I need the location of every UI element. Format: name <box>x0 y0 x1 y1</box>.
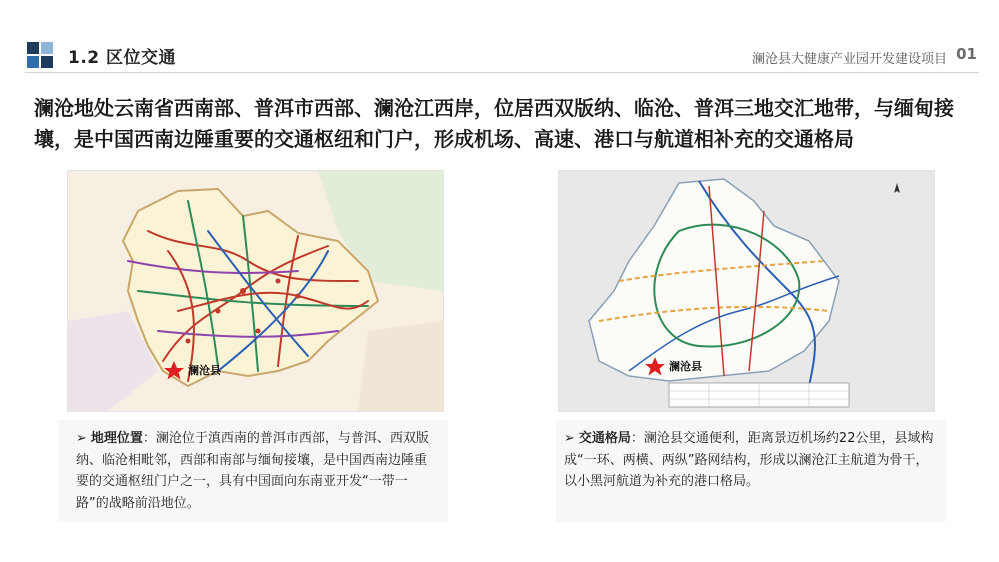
header-logo <box>27 42 54 69</box>
traffic-pattern-text: ：澜沧县交通便利，距离景迈机场约22公里，县域构成“一环、两横、两纵”路网结构，形成以澜沧江主航道为骨干，以小黑河航道为补充的港口格局。 <box>564 431 934 489</box>
lead-paragraph: 澜沧地处云南省西南部、普洱市西部、澜沧江西岸，位居西双版纳、临沧、普洱三地交汇地带，与缅甸接壤，是中国西南边陲重要的交通枢纽和门户，形成机场、高速、港口与航道相补充的交通格局 <box>34 96 954 151</box>
geo-location-panel <box>58 420 448 522</box>
map-right-marker-label: 澜沧县 <box>669 360 702 373</box>
arrow-bullet-icon: ➢ <box>564 431 575 446</box>
header-divider <box>25 72 979 73</box>
project-name: 澜沧县大健康产业园开发建设项目 <box>751 52 947 67</box>
lancang-county-map <box>558 170 935 412</box>
geo-location-label: 地理位置 <box>90 431 143 446</box>
page-title: 1.2 区位交通 <box>68 48 177 68</box>
yunnan-road-map <box>67 170 444 412</box>
map-left-marker-label: 澜沧县 <box>188 364 221 377</box>
arrow-bullet-icon: ➢ <box>76 431 87 446</box>
traffic-pattern-label: 交通格局 <box>578 431 631 446</box>
geo-location-text: ：澜沧位于滇西南的普洱市西部，与普洱、西双版纳、临沧相毗邻，西部和南部与缅甸接壤，是中国西南边陲重要的交通枢纽门户之一，具有中国面向东南亚开发“一带一路”的战略前沿地位。 <box>76 431 429 511</box>
page-number: 01 <box>956 45 977 63</box>
traffic-pattern-panel <box>556 420 946 522</box>
